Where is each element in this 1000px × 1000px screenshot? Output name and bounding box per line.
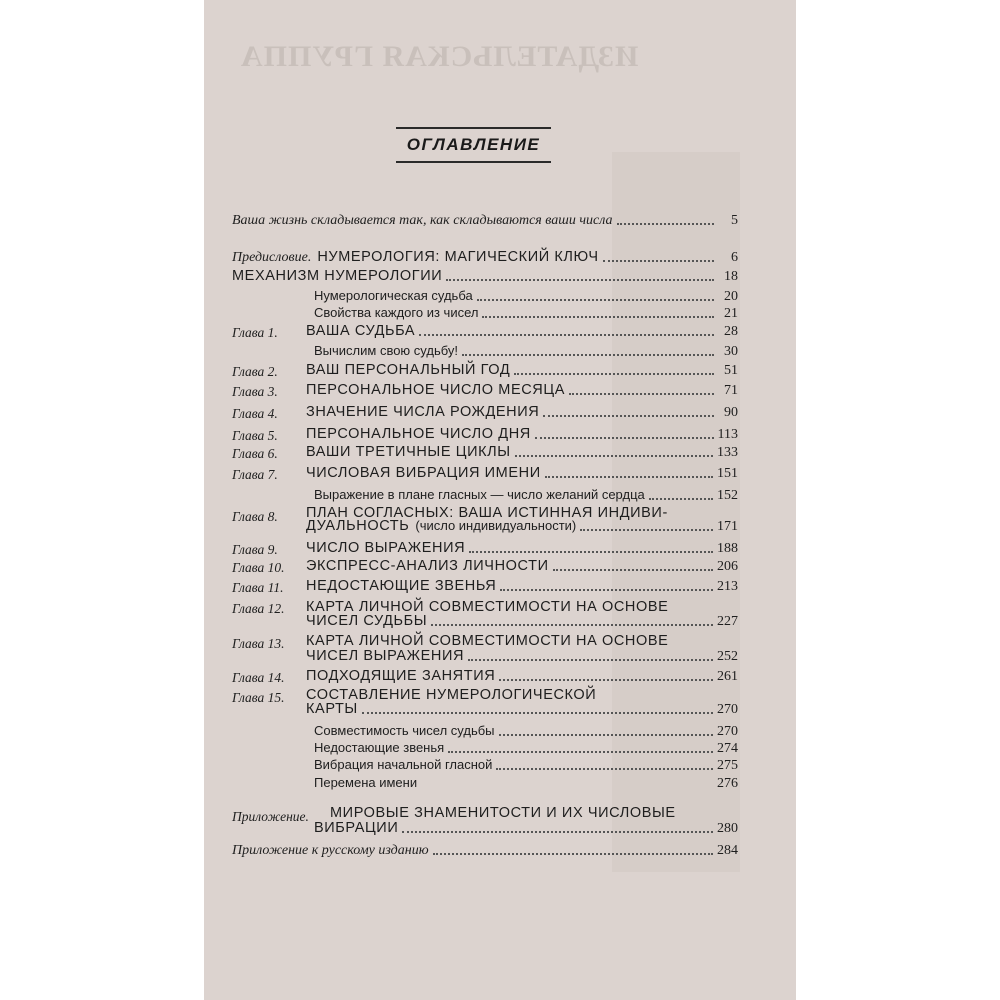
toc-entry-chapter-11[interactable] (306, 578, 738, 595)
toc-entry-appendix[interactable] (314, 820, 738, 837)
chapter-prefix: Глава 2. (232, 364, 278, 379)
chapter-prefix: Глава 14. (232, 670, 285, 685)
chapter-prefix: Глава 4. (232, 406, 278, 421)
entry-title: ЧИСЕЛ СУДЬБЫ (306, 613, 428, 629)
leader-dots (419, 334, 714, 336)
entry-title: ВАША СУДЬБА (306, 323, 416, 339)
leader-dots (499, 679, 713, 681)
toc-entry-chapter-5[interactable] (306, 426, 738, 443)
page-number: 213 (717, 579, 738, 594)
entry-title: ПЕРСОНАЛЬНОЕ ЧИСЛО МЕСЯЦА (306, 382, 565, 398)
entry-prefix: Предисловие. (232, 250, 312, 265)
leader-dots (482, 316, 714, 318)
leader-dots (603, 260, 714, 262)
leader-dots (421, 786, 713, 788)
toc-subentry[interactable] (314, 775, 738, 792)
entry-title: ПОДХОДЯЩИЕ ЗАНЯТИЯ (306, 668, 496, 684)
toc-entry-chapter-15[interactable] (306, 701, 738, 718)
page-number: 274 (717, 741, 738, 756)
toc-subentry[interactable] (314, 343, 738, 360)
entry-title: Совместимость чисел судьбы (314, 723, 495, 738)
entry-title: Приложение к русскому изданию (232, 843, 429, 858)
entry-title: Вычислим свою судьбу! (314, 343, 458, 358)
leader-dots (515, 455, 713, 457)
page-number: 113 (717, 427, 738, 442)
page-number: 151 (717, 466, 738, 481)
chapter-prefix: Глава 1. (232, 325, 278, 340)
entry-title: Нумерологическая судьба (314, 288, 473, 303)
chapter-prefix: Глава 9. (232, 542, 278, 557)
page-number: 30 (724, 344, 738, 359)
page-number: 261 (717, 669, 738, 684)
chapter-prefix: Глава 11. (232, 580, 284, 595)
entry-title-line1: ПЛАН СОГЛАСНЫХ: ВАША ИСТИННАЯ ИНДИВИ- (306, 505, 668, 521)
leader-dots (545, 476, 713, 478)
toc-entry-chapter-8[interactable] (306, 518, 738, 535)
toc-subentry[interactable] (314, 305, 738, 322)
page-number: 71 (724, 383, 738, 398)
page-number: 270 (717, 702, 738, 717)
leader-dots (580, 529, 713, 531)
toc-entry-chapter-10[interactable] (306, 558, 738, 575)
page-number: 276 (717, 776, 738, 791)
leader-dots (514, 373, 714, 375)
page-number: 275 (717, 758, 738, 773)
entry-title-line1: СОСТАВЛЕНИЕ НУМЕРОЛОГИЧЕСКОЙ (306, 687, 597, 703)
leader-dots (543, 415, 714, 417)
entry-title: ЧИСЕЛ ВЫРАЖЕНИЯ (306, 648, 465, 664)
toc-entry-intro[interactable] (232, 213, 738, 229)
toc-entry-chapter-3[interactable] (306, 382, 738, 399)
toc-heading: ОГЛАВЛЕНИЕ (396, 127, 551, 163)
leader-dots (448, 751, 713, 753)
entry-note: (число индивидуальности) (415, 518, 577, 533)
page-number: 21 (724, 306, 738, 321)
toc-subentry[interactable] (314, 740, 738, 757)
entry-title-line1: МИРОВЫЕ ЗНАМЕНИТОСТИ И ИХ ЧИСЛОВЫЕ (330, 805, 676, 821)
entry-title: Выражение в плане гласных — число желаний сердца (314, 487, 645, 502)
page-number: 270 (717, 724, 738, 739)
toc-subentry[interactable] (314, 288, 738, 305)
page-number: 252 (717, 649, 738, 664)
toc-entry-chapter-9[interactable] (306, 540, 738, 557)
entry-title: Перемена имени (314, 775, 418, 790)
chapter-prefix: Глава 6. (232, 446, 278, 461)
leader-dots (569, 393, 714, 395)
entry-title: НУМЕРОЛОГИЯ: МАГИЧЕСКИЙ КЛЮЧ (317, 249, 599, 265)
page-number: 133 (717, 445, 738, 460)
entry-title: Свойства каждого из чисел (314, 305, 479, 320)
chapter-prefix: Глава 13. (232, 636, 285, 651)
chapter-prefix: Глава 12. (232, 601, 285, 616)
toc-entry-chapter-13[interactable] (306, 648, 738, 665)
toc-entry-chapter-6[interactable] (306, 444, 738, 461)
toc-entry-chapter-1[interactable] (306, 323, 738, 340)
entry-title: ЭКСПРЕСС-АНАЛИЗ ЛИЧНОСТИ (306, 558, 549, 574)
chapter-prefix: Глава 5. (232, 428, 278, 443)
chapter-prefix: Глава 8. (232, 509, 278, 524)
toc-entry-chapter-4[interactable] (306, 404, 738, 421)
toc-entry-chapter-14[interactable] (306, 668, 738, 685)
appendix-prefix: Приложение. (232, 809, 309, 824)
toc-subentry[interactable] (314, 487, 738, 504)
leader-dots (446, 279, 714, 281)
entry-title: ВАШИ ТРЕТИЧНЫЕ ЦИКЛЫ (306, 444, 511, 460)
page-number: 51 (724, 363, 738, 378)
entry-title: ВАШ ПЕРСОНАЛЬНЫЙ ГОД (306, 362, 511, 378)
entry-title: Ваша жизнь складывается так, как складываются ваши числа (232, 213, 613, 228)
page-number: 227 (717, 614, 738, 629)
page-number: 6 (731, 250, 738, 265)
leader-dots (402, 831, 713, 833)
leader-dots (431, 624, 713, 626)
leader-dots (496, 768, 713, 770)
leader-dots (499, 734, 713, 736)
page-number: 152 (717, 488, 738, 503)
leader-dots (433, 853, 713, 855)
leader-dots (362, 712, 713, 714)
entry-title-line1: КАРТА ЛИЧНОЙ СОВМЕСТИМОСТИ НА ОСНОВЕ (306, 633, 669, 649)
page-number: 284 (717, 843, 738, 858)
page-number: 90 (724, 405, 738, 420)
page-number: 28 (724, 324, 738, 339)
entry-title: Недостающие звенья (314, 740, 445, 755)
entry-title: ВИБРАЦИИ (314, 820, 399, 836)
entry-title: ПЕРСОНАЛЬНОЕ ЧИСЛО ДНЯ (306, 426, 531, 442)
toc-entry-preface[interactable] (232, 249, 738, 266)
entry-title: КАРТЫ (306, 701, 358, 717)
page-number: 5 (731, 213, 738, 228)
entry-title: ЧИСЛОВАЯ ВИБРАЦИЯ ИМЕНИ (306, 465, 541, 481)
entry-title-line1: КАРТА ЛИЧНОЙ СОВМЕСТИМОСТИ НА ОСНОВЕ (306, 599, 669, 615)
page-number: 280 (717, 821, 738, 836)
entry-title: ЗНАЧЕНИЕ ЧИСЛА РОЖДЕНИЯ (306, 404, 540, 420)
entry-title: МЕХАНИЗМ НУМЕРОЛОГИИ (232, 268, 443, 284)
leader-dots (535, 437, 714, 439)
leader-dots (500, 589, 713, 591)
entry-title: ЧИСЛО ВЫРАЖЕНИЯ (306, 540, 466, 556)
page-number: 206 (717, 559, 738, 574)
toc-entry-appendix-ru[interactable] (232, 843, 738, 859)
toc-entry-mechanism[interactable] (232, 268, 738, 285)
leader-dots (649, 498, 713, 500)
leader-dots (477, 299, 714, 301)
leader-dots (468, 659, 713, 661)
entry-title: НЕДОСТАЮЩИЕ ЗВЕНЬЯ (306, 578, 497, 594)
toc-subentry[interactable] (314, 757, 738, 774)
page-number: 20 (724, 289, 738, 304)
page-number: 171 (717, 519, 738, 534)
toc-entry-chapter-2[interactable] (306, 362, 738, 379)
leader-dots (469, 551, 713, 553)
leader-dots (462, 354, 714, 356)
chapter-prefix: Глава 10. (232, 560, 285, 575)
toc-entry-chapter-12[interactable] (306, 613, 738, 630)
leader-dots (617, 223, 714, 225)
page-number: 188 (717, 541, 738, 556)
entry-title: ДУАЛЬНОСТЬ (306, 518, 410, 534)
page-number: 18 (724, 269, 738, 284)
entry-title: Вибрация начальной гласной (314, 757, 493, 772)
bleed-through-text: ИЗДАТЕЛЬСКАЯ ГРУППА (240, 40, 639, 73)
chapter-prefix: Глава 15. (232, 690, 285, 705)
chapter-prefix: Глава 7. (232, 467, 278, 482)
chapter-prefix: Глава 3. (232, 384, 278, 399)
leader-dots (553, 569, 713, 571)
toc-entry-chapter-7[interactable] (306, 465, 738, 482)
toc-subentry[interactable] (314, 723, 738, 740)
